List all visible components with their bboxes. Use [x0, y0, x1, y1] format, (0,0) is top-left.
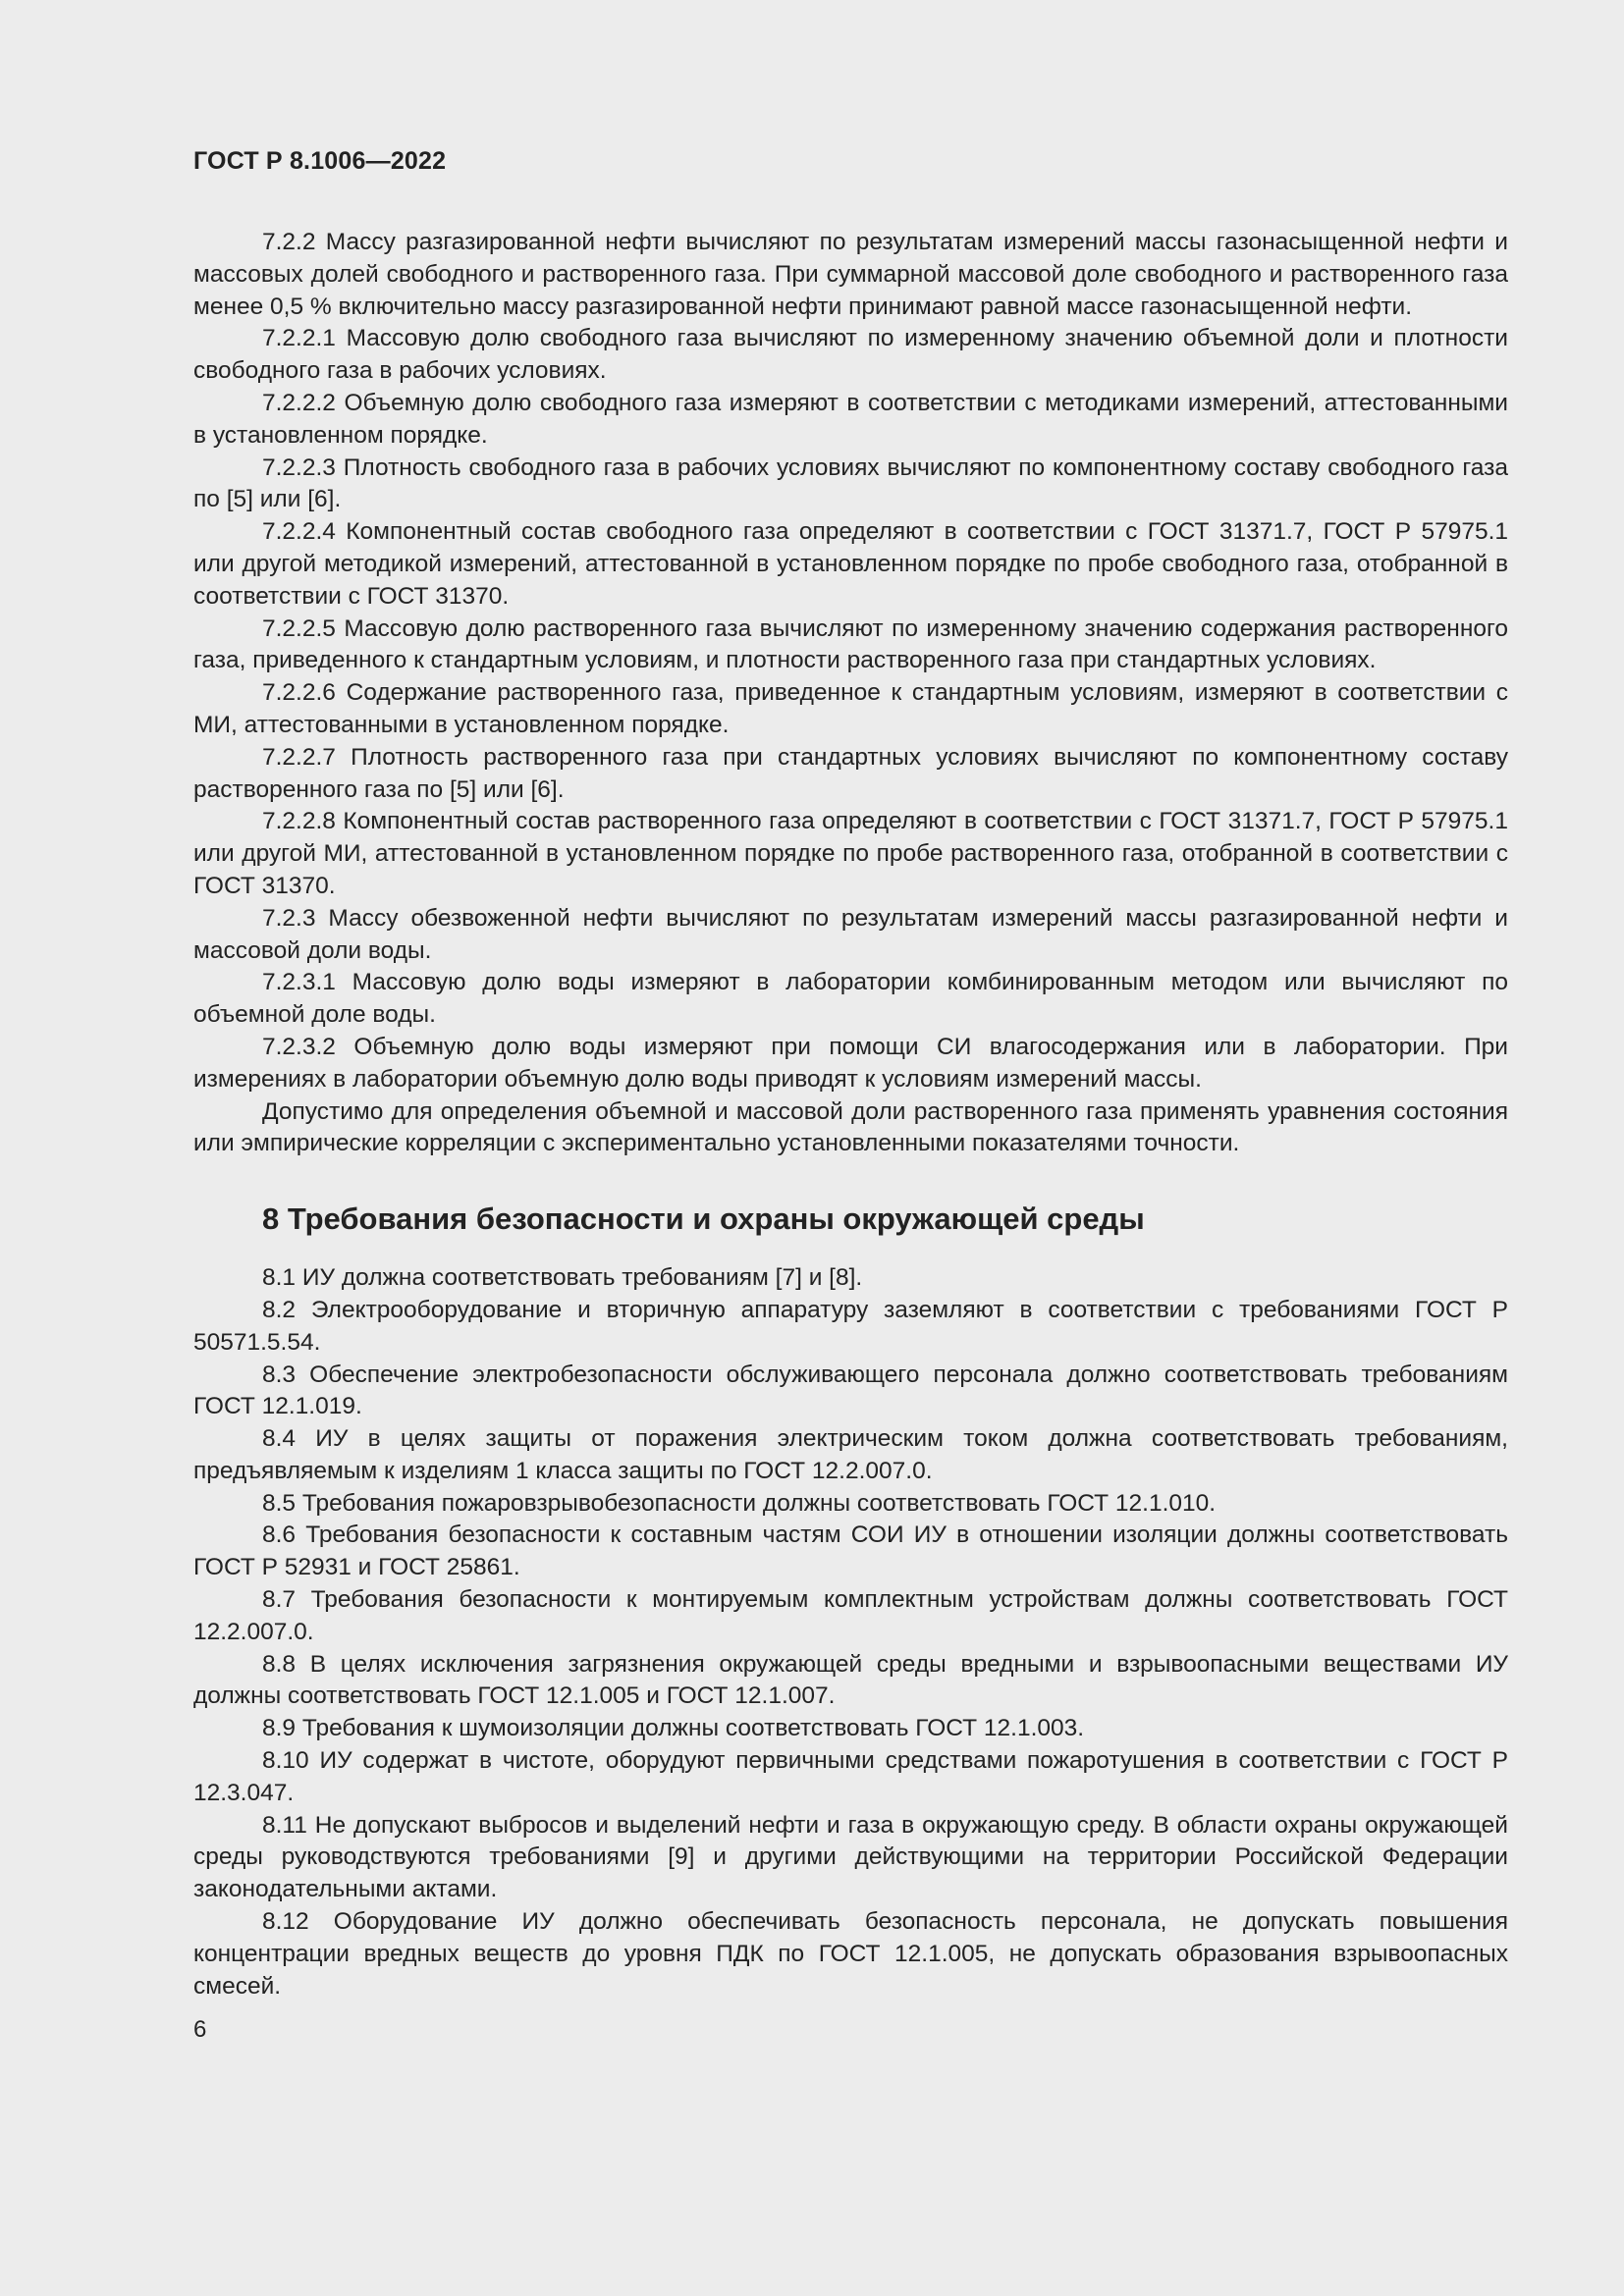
- paragraph: 7.2.2.7 Плотность растворенного газа при стандартных условиях вычисляют по компонентному составу растворенного газа по [5] или [6].: [193, 743, 1508, 803]
- paragraph: 8.1 ИУ должна соответствовать требованиям [7] и [8].: [262, 1264, 863, 1292]
- paragraph: 8.10 ИУ содержат в чистоте, оборудуют первичными средствами пожаротушения в соответствии с ГОСТ Р 12.3.047.: [193, 1747, 1508, 1806]
- paragraph: 8.8 В целях исключения загрязнения окружающей среды вредными и взрывоопасными веществами ИУ должны соответствовать ГОСТ 12.1.005 и ГОСТ 12.1.007.: [193, 1650, 1508, 1710]
- paragraph: 7.2.2.1 Массовую долю свободного газа вычисляют по измеренному значению объемной доли и плотности свободного газа в рабочих условиях.: [193, 325, 1508, 385]
- paragraph: 8.9 Требования к шумоизоляции должны соответствовать ГОСТ 12.1.003.: [262, 1715, 1085, 1742]
- section-8-heading: 8 Требования безопасности и охраны окружающей среды: [262, 1201, 1145, 1237]
- paragraph: Допустимо для определения объемной и массовой доли растворенного газа применять уравнения состояния или эмпирические корреляции с экспериментально установленными показателями точности.: [193, 1097, 1508, 1157]
- paragraph: 8.2 Электрооборудование и вторичную аппаратуру заземляют в соответствии с требованиями ГОСТ Р 50571.5.54.: [193, 1296, 1508, 1356]
- paragraph: 7.2.3.1 Массовую долю воды измеряют в лаборатории комбинированным методом или вычисляют по объемной доле воды.: [193, 969, 1508, 1029]
- paragraph: 7.2.2.2 Объемную долю свободного газа измеряют в соответствии с методиками измерений, аттестованными в установленном порядке.: [193, 389, 1508, 449]
- paragraph: 8.3 Обеспечение электробезопасности обслуживающего персонала должно соответствовать требованиям ГОСТ 12.1.019.: [193, 1361, 1508, 1420]
- paragraph: 7.2.3 Массу обезвоженной нефти вычисляют по результатам измерений массы разгазированной нефти и массовой доли воды.: [193, 904, 1508, 964]
- paragraph: 8.11 Не допускают выбросов и выделений нефти и газа в окружающую среду. В области охраны окружающей среды руководствуются требованиями [9] и другими действующими на территории Российской Федерации законодательными актами.: [193, 1811, 1508, 1903]
- document-header: ГОСТ Р 8.1006—2022: [193, 147, 447, 175]
- paragraph: 7.2.2.3 Плотность свободного газа в рабочих условиях вычисляют по компонентному составу свободного газа по [5] или [6].: [193, 454, 1508, 513]
- paragraph: 7.2.2.5 Массовую долю растворенного газа вычисляют по измеренному значению содержания растворенного газа, приведенного к стандартным условиям, и плотности растворенного газа при стандартных условиях.: [193, 614, 1508, 674]
- paragraph: 7.2.2.4 Компонентный состав свободного газа определяют в соответствии с ГОСТ 31371.7, ГОСТ Р 57975.1 или другой методикой измерений, аттестованной в установленном порядке по пробе свободного газа, отобранной в соответствии с ГОСТ 31370.: [193, 518, 1508, 610]
- section-7-body: [193, 227, 1508, 1160]
- paragraph: 7.2.2 Массу разгазированной нефти вычисляют по результатам измерений массы газонасыщенной нефти и массовых долей свободного и растворенного газа. При суммарной массовой доле свободного и растворенного газа менее 0,5 % включительно массу разгазированной нефти принимают равной массе газонасыщенной нефти.: [193, 229, 1508, 320]
- paragraph: 7.2.2.6 Содержание растворенного газа, приведенное к стандартным условиям, измеряют в соответствии с МИ, аттестованными в установленном порядке.: [193, 679, 1508, 738]
- paragraph: 8.7 Требования безопасности к монтируемым комплектным устройствам должны соответствовать ГОСТ 12.2.007.0.: [193, 1586, 1508, 1645]
- paragraph: 8.4 ИУ в целях защиты от поражения электрическим током должна соответствовать требованиям, предъявляемым к изделиям 1 класса защиты по ГОСТ 12.2.007.0.: [193, 1425, 1508, 1484]
- page-number: 6: [193, 2016, 207, 2044]
- section-8-body: [193, 1262, 1508, 2002]
- paragraph: 8.12 Оборудование ИУ должно обеспечивать безопасность персонала, не допускать повышения концентрации вредных веществ до уровня ПДК по ГОСТ 12.1.005, не допускать образования взрывоопасных смесей.: [193, 1908, 1508, 2000]
- paragraph: 8.5 Требования пожаровзрывобезопасности должны соответствовать ГОСТ 12.1.010.: [262, 1489, 1217, 1517]
- paragraph: 8.6 Требования безопасности к составным частям СОИ ИУ в отношении изоляции должны соответствовать ГОСТ Р 52931 и ГОСТ 25861.: [193, 1522, 1508, 1581]
- paragraph: 7.2.3.2 Объемную долю воды измеряют при помощи СИ влагосодержания или в лаборатории. При измерениях в лаборатории объемную долю воды приводят к условиям измерений массы.: [193, 1033, 1508, 1093]
- paragraph: 7.2.2.8 Компонентный состав растворенного газа определяют в соответствии с ГОСТ 31371.7, ГОСТ Р 57975.1 или другой МИ, аттестованной в установленном порядке по пробе растворенного газа, отобранной в соответствии с ГОСТ 31370.: [193, 808, 1508, 899]
